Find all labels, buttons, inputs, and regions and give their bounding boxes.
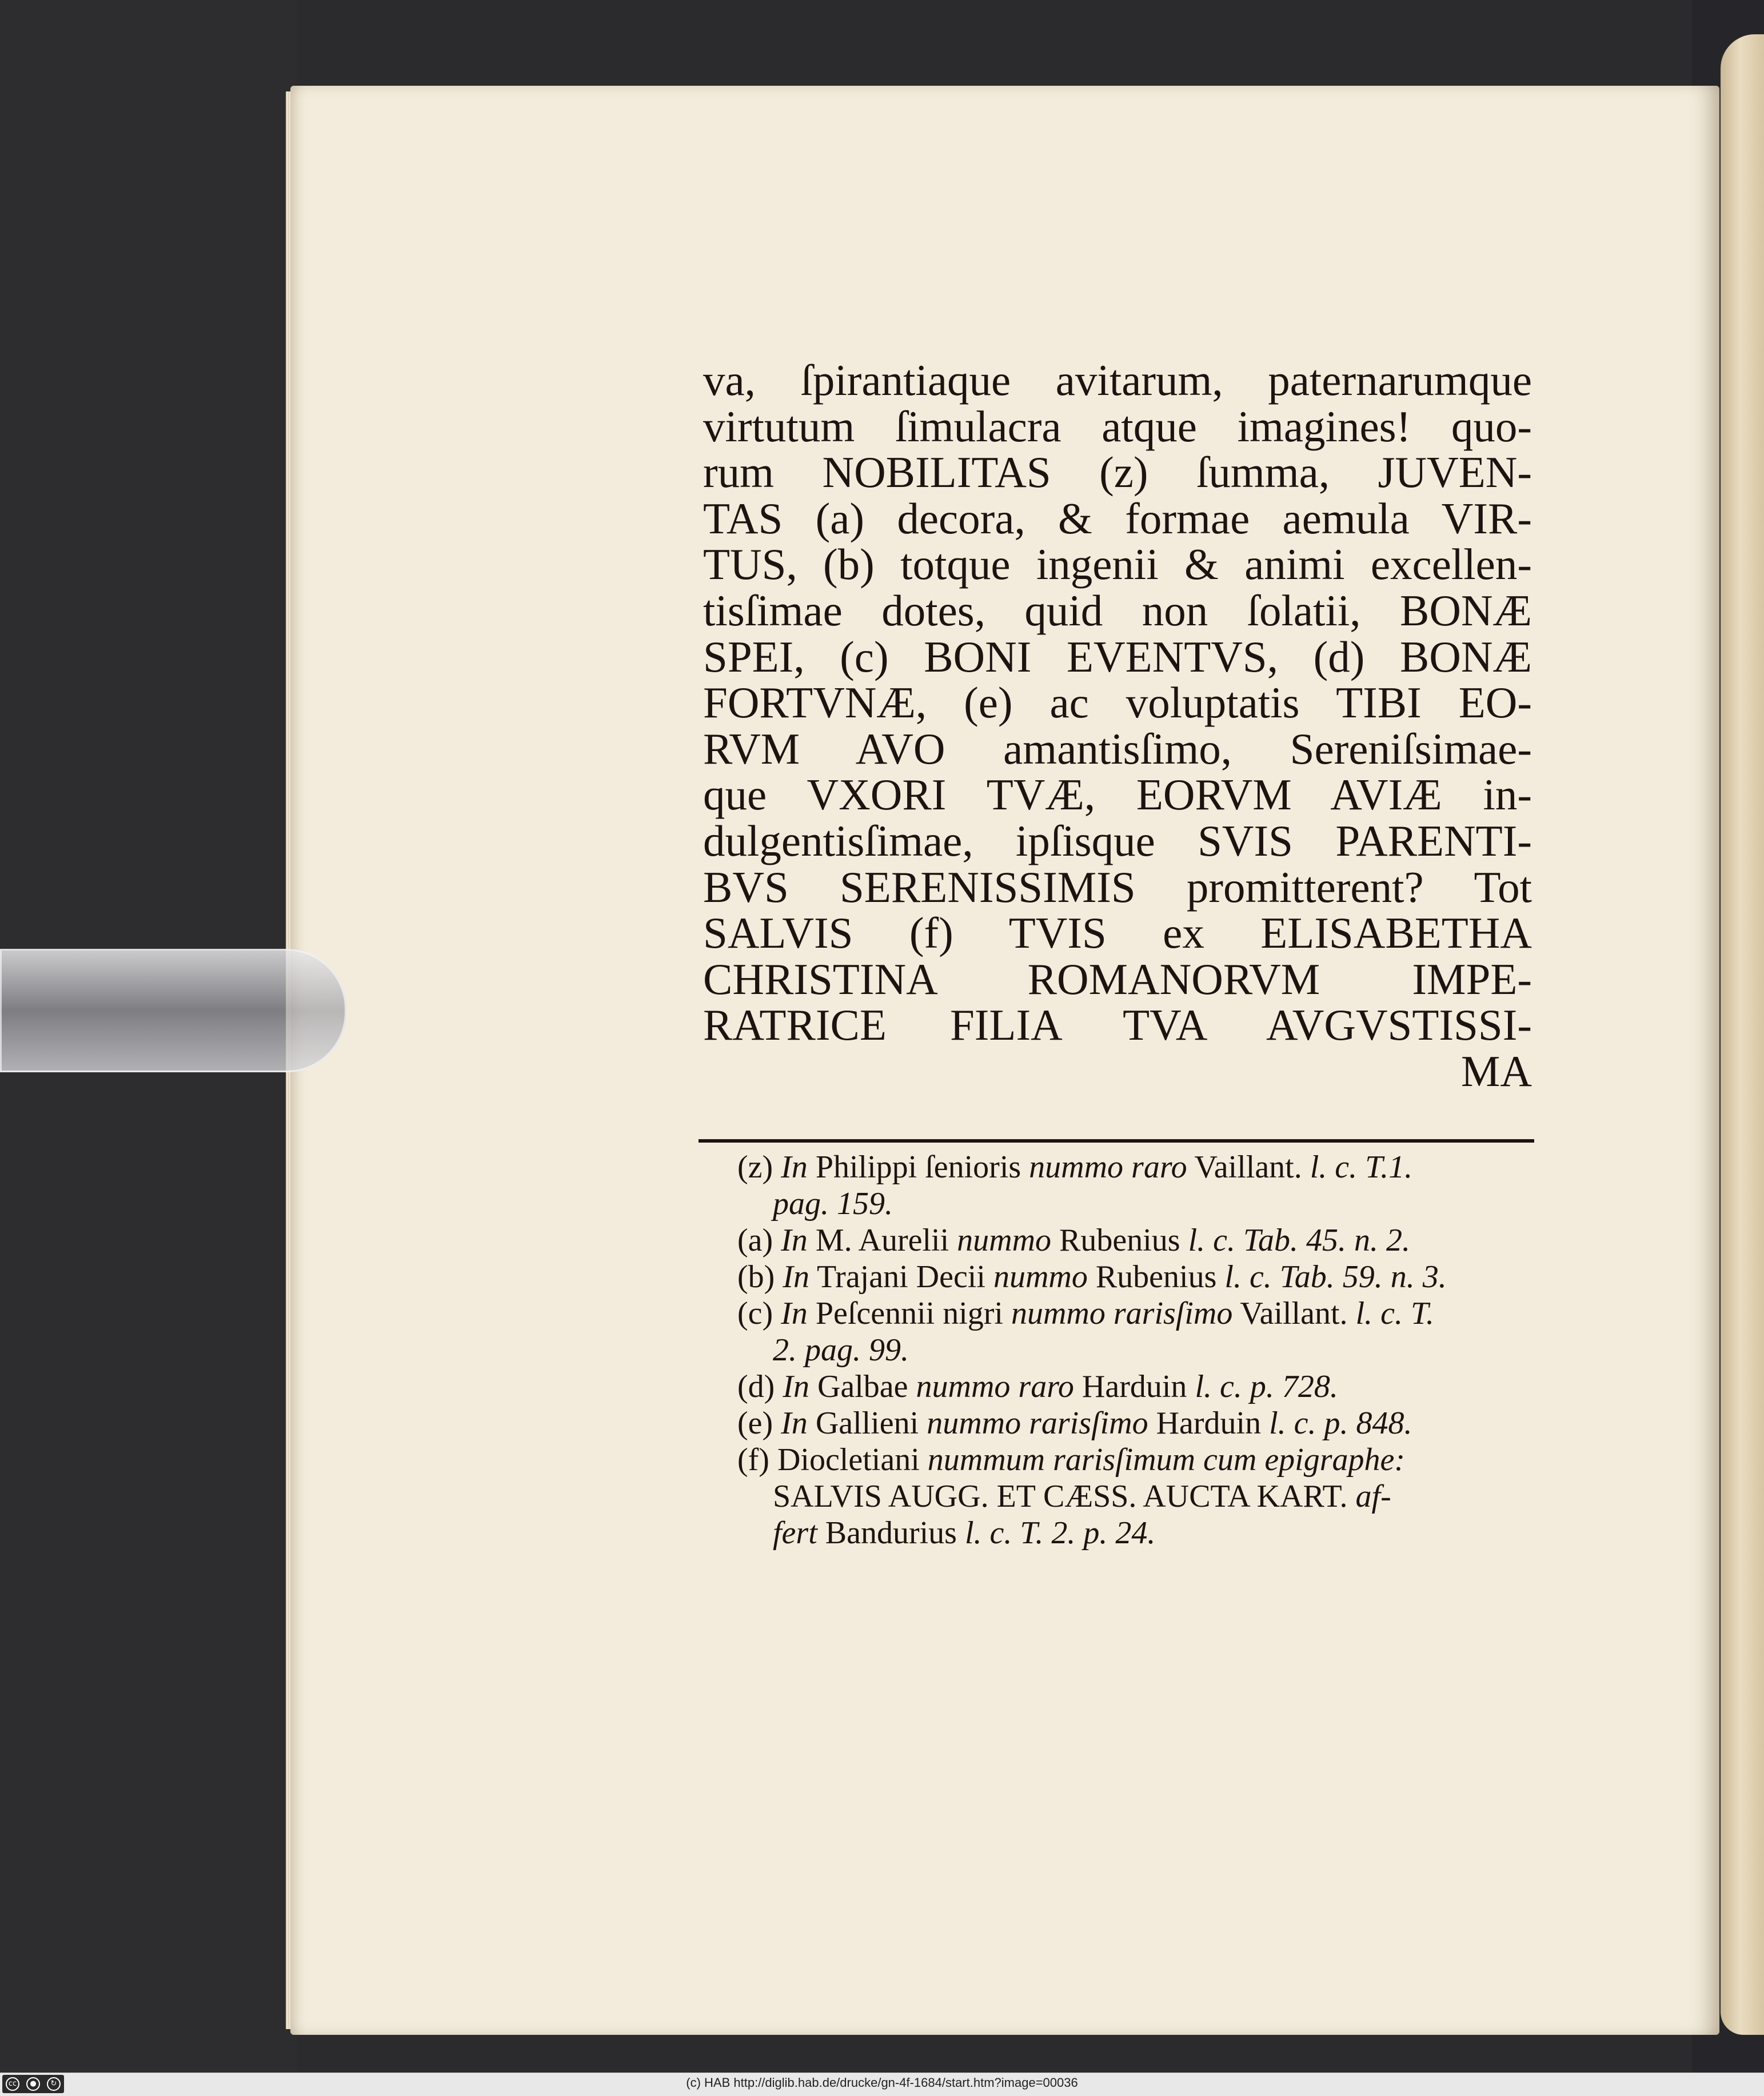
note-italic: nummo [993,1259,1088,1295]
note-text: Gallieni [807,1406,927,1441]
facing-page-edge [1721,34,1764,2035]
note-text: Rubenius [1051,1223,1188,1258]
note-text: Harduin [1148,1406,1270,1441]
note-italic: nummum rarisſimum cum epigraphe: [927,1442,1406,1478]
text-line: CHRISTINA ROMANORVM IMPE- [703,954,1532,1004]
text-line: rum NOBILITAS (z) ſumma, JUVEN- [703,448,1532,497]
note-text: Bandurius [817,1515,965,1551]
note-text: Peſcennii nigri [807,1296,1011,1331]
note-italic: l. c. T.1. [1310,1149,1413,1185]
footnote-mark: (a) [737,1223,773,1258]
note-italic: nummo rarisſimo [1011,1296,1233,1331]
note-italic: af- [1355,1479,1391,1514]
note-text: Rubenius [1087,1259,1225,1295]
glass-page-clip [0,949,346,1072]
note-italic: nummo raro [1029,1149,1187,1185]
text-line: que VXORI TVÆ, EORVM AVIÆ in- [703,770,1532,820]
sa-icon: ↻ [47,2077,61,2091]
footnote-f [737,1442,1538,1478]
footnote-mark: (d) [737,1369,775,1404]
footnote-c [737,1295,1538,1332]
text-line: BVS SERENISSIMIS promitterent? Tot [703,862,1532,912]
note-italic: nummo raro [916,1369,1074,1404]
footnote-mark: (c) [737,1296,773,1331]
footnote-a [737,1222,1538,1259]
note-italic: l. c. Tab. 45. n. 2. [1188,1223,1411,1258]
copyright-source: (c) HAB http://diglib.hab.de/drucke/gn-4f-1684/start.htm?image=00036 [686,2075,1078,2090]
footnote-f-line3 [737,1515,1538,1551]
footnote-z [737,1149,1538,1185]
text-line: va, ſpirantiaque avitarum, paternarumque [703,356,1532,405]
note-text: Diocletiani [769,1442,928,1478]
footnote-mark: (b) [737,1259,775,1295]
note-italic: l. c. Tab. 59. n. 3. [1224,1259,1447,1295]
cc-icon: cc [6,2077,19,2091]
note-text: Vaillant. [1187,1149,1310,1185]
footnotes [737,1149,1538,1551]
note-italic: fert [773,1515,817,1551]
footnote-mark: (e) [737,1406,773,1441]
text-line: dulgentisſimae, ipſisque SVIS PARENTI- [703,816,1532,865]
note-italic: In [783,1369,809,1404]
main-text [703,357,1532,1095]
text-line: TUS, (b) totque ingenii & animi excellen- [703,540,1532,589]
text-line: TAS (a) decora, & formae aemula VIR- [703,493,1532,543]
text-line: RVM AVO amantisſimo, Sereniſsimae- [703,724,1532,773]
note-text: Vaillant. [1232,1296,1356,1331]
by-icon: ● [26,2077,40,2091]
footnote-c-continued: 2. pag. 99. [773,1332,909,1368]
footnote-z-continued: pag. 159. [773,1186,893,1221]
note-italic: In [783,1259,809,1295]
catchword: MA [1460,1046,1532,1096]
footnote-f-line2 [737,1478,1538,1515]
note-italic: nummo [957,1223,1052,1258]
text-line: RATRICE FILIA TVA AVGVSTISSI- [703,1000,1532,1050]
note-italic: l. c. T. [1355,1296,1434,1331]
note-italic: In [781,1149,808,1185]
note-text: Trajani Decii [809,1259,993,1295]
note-italic: In [781,1223,808,1258]
note-italic: nummo rarisſimo [927,1406,1148,1441]
note-text: M. Aurelii [807,1223,957,1258]
note-text: Philippi ſenioris [807,1149,1029,1185]
footnote-e [737,1405,1538,1442]
text-line: virtutum ſimulacra atque imagines! quo- [703,401,1532,451]
text-line: SPEI, (c) BONI EVENTVS, (d) BONÆ [703,632,1532,681]
note-italic: l. c. p. 728. [1195,1369,1338,1404]
note-text: Galbae [809,1369,916,1404]
note-italic: In [781,1296,808,1331]
footnote-mark: (f) [737,1442,769,1478]
text-line: tisſimae dotes, quid non ſolatii, BONÆ [703,585,1532,635]
note-text: Harduin [1073,1369,1195,1404]
footnote-d [737,1368,1538,1405]
note-italic: l. c. T. 2. p. 24. [964,1515,1156,1551]
footnote-mark: (z) [737,1149,773,1185]
note-italic: In [781,1406,808,1441]
note-italic: l. c. p. 848. [1269,1406,1412,1441]
note-text: SALVIS AUGG. ET CÆSS. AUCTA KART. [773,1479,1356,1514]
text-line: FORTVNÆ, (e) ac voluptatis TIBI EO- [703,678,1532,728]
footnote-b [737,1259,1538,1295]
footnote-rule [699,1139,1534,1143]
text-line: SALVIS (f) TVIS ex ELISABETHA [703,908,1532,958]
